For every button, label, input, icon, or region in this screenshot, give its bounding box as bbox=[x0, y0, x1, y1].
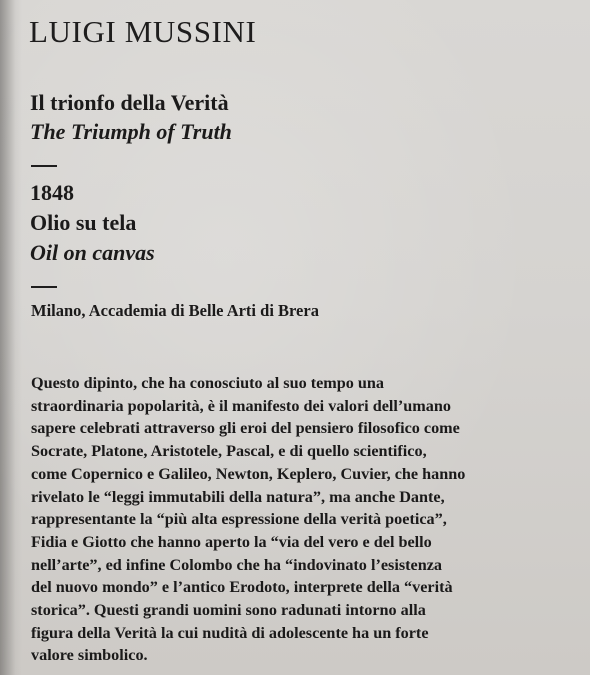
artwork-title-italian: Il trionfo della Verità bbox=[30, 90, 229, 115]
artwork-location: Milano, Accademia di Belle Arti di Brera bbox=[31, 301, 319, 320]
description-line: come Copernico e Galileo, Newton, Keplero, Cuvier, che hanno bbox=[31, 464, 466, 483]
description-line: Socrate, Platone, Aristotele, Pascal, e di quello scientifico, bbox=[31, 442, 427, 461]
artwork-year: 1848 bbox=[30, 180, 74, 205]
description-line: Questo dipinto, che ha conosciuto al suo tempo una bbox=[31, 374, 385, 392]
medium-english: Oil on canvas bbox=[30, 240, 155, 265]
description-line: rivelato le “leggi immutabili della natura”, ma anche Dante, bbox=[31, 487, 445, 506]
description-line: sapere celebrati attraverso gli eroi del pensiero filosofico come bbox=[31, 419, 460, 438]
medium-italian: Olio su tela bbox=[30, 210, 137, 235]
description-line: del nuovo mondo” e l’antico Erodoto, interprete della “verità bbox=[31, 578, 453, 597]
description-line: figura della Verità la cui nudità di adolescente ha un forte bbox=[31, 623, 429, 642]
description-line: valore simbolico. bbox=[31, 646, 148, 665]
separator-dash bbox=[31, 165, 57, 167]
description-line: rappresentante la “più alta espressione della verità poetica”, bbox=[31, 510, 447, 529]
description-line: storica”. Questi grandi uomini sono radunati intorno alla bbox=[31, 601, 426, 620]
placard-edge-shadow bbox=[0, 0, 22, 675]
artwork-description bbox=[31, 372, 581, 667]
artist-name: LUIGI MUSSINI bbox=[29, 14, 257, 49]
description-line: straordinaria popolarità, è il manifesto dei valori dell’umano bbox=[31, 396, 451, 415]
description-line: Fidia e Giotto che hanno aperto la “via del vero e del bello bbox=[31, 532, 432, 551]
description-line: nell’arte”, ed infine Colombo che ha “indovinato l’esistenza bbox=[31, 555, 442, 574]
separator-dash bbox=[31, 286, 57, 288]
artwork-title-english: The Triumph of Truth bbox=[30, 119, 232, 144]
